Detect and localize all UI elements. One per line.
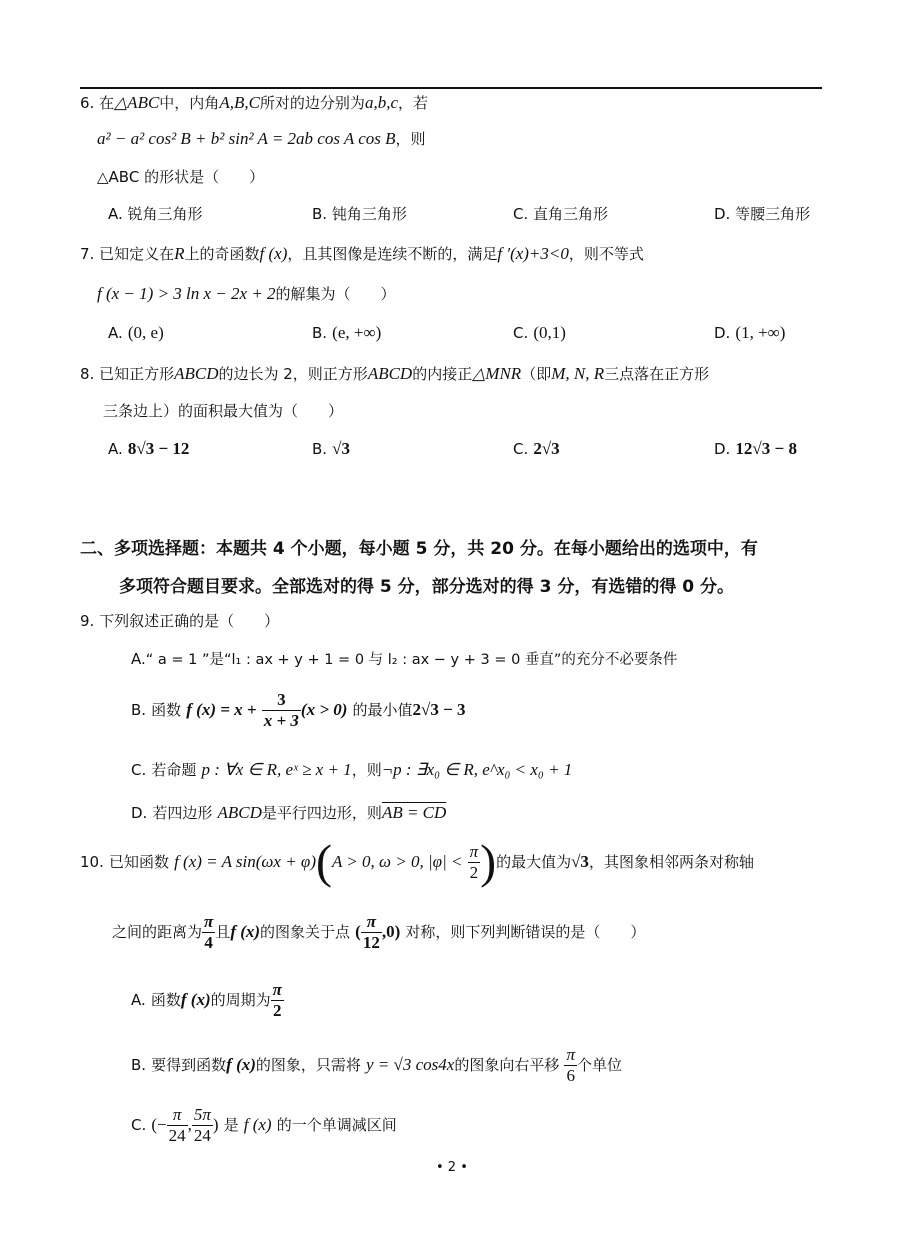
q10-b-pi: π [566, 1045, 575, 1064]
q7-c-label: C. [513, 324, 529, 342]
q10-a-mid: 的周期为 [210, 991, 271, 1009]
q9-c-pre: 若命题 [151, 761, 197, 779]
q7-num: 7. [80, 245, 95, 263]
q7-stem-b: 上的奇函数 [184, 245, 260, 263]
q10-b-expression: y = √3 cos4x [366, 1055, 455, 1074]
q10-pi-num-2: π [204, 912, 214, 931]
q6-option-d: D. 等腰三角形 [714, 205, 811, 223]
q9-b-condition: (x > 0) [300, 700, 348, 719]
q6-stem-d: ，若 [397, 94, 428, 112]
q10-twelve-den: 12 [362, 933, 380, 952]
q10-point-open: ( [355, 922, 361, 941]
q8-abcd: ABCD [174, 364, 219, 383]
q10-stem-c: ，其图象相邻两条对称轴 [588, 853, 754, 871]
q9-c-label: C. [131, 761, 147, 779]
q10-pi-num: π [469, 842, 479, 861]
q10-b-mid: 的图象，只需将 [255, 1056, 361, 1074]
q7-option-c [513, 323, 566, 343]
q10-c-24b: 24 [193, 1126, 211, 1145]
q10-b-end: 个单位 [576, 1056, 622, 1074]
q8-c-value: 2√3 [533, 439, 560, 458]
q9-a-text: “ a = 1 ”是“l₁ : ax + y + 1 = 0 与 l₂ : ax − y + 3 = 0 垂直”的充分不必要条件 [145, 652, 678, 668]
q10-a-fx: f (x) [180, 990, 211, 1009]
q7-stem-d: ，则不等式 [568, 245, 644, 263]
q7-stem-e: 的解集为（ ） [275, 285, 396, 303]
q6-angles: A,B,C [219, 93, 260, 112]
q8-d-value: 12√3 − 8 [735, 439, 797, 458]
q9-b-numerator: 3 [262, 690, 301, 711]
q10-a-pi: π [272, 980, 282, 999]
q10-condition: A > 0, ω > 0, |φ| < [331, 852, 463, 871]
q7-b-label: B. [312, 324, 328, 342]
q10-stem-a: 已知函数 [108, 853, 169, 871]
q10-function-def: f (x) = A sin(ωx + φ) [174, 852, 316, 871]
q10-pi-num-3: π [361, 912, 382, 933]
q7-stem-a: 已知定义在 [99, 245, 175, 263]
q8-option-b [312, 439, 350, 459]
q6-sides: a,b,c [364, 93, 398, 112]
q8-d-label: D. [714, 440, 731, 458]
q8-b-value: √3 [332, 439, 350, 458]
q10-pi-over-12 [361, 912, 382, 953]
q10-line2-d: 对称，则下列判断错误的是（ ） [405, 923, 646, 941]
q10-option-b [131, 1045, 622, 1086]
q10-four-den: 4 [204, 933, 213, 952]
q8-c-label: C. [513, 440, 529, 458]
q8-a-label: A. [108, 440, 123, 458]
question-6-equation [97, 128, 426, 149]
q10-line2-c: 的图象关于点 [260, 923, 351, 941]
q9-d-pre: 若四边形 [152, 804, 213, 822]
top-rule [80, 87, 822, 89]
q10-c-left-end [167, 1105, 188, 1146]
q10-c-fx: f (x) [243, 1115, 272, 1134]
q10-c-right-end [192, 1105, 213, 1146]
q10-c-24a: 24 [168, 1126, 186, 1145]
q10-c-label: C. [131, 1116, 147, 1134]
q10-a-period [271, 980, 284, 1021]
q10-point-close: ,0) [381, 922, 401, 941]
q6-option-c: C. 直角三角形 [513, 205, 609, 223]
q7-option-d [714, 323, 785, 343]
q10-stem-b: 的最大值为 [496, 853, 572, 871]
question-9-stem [80, 610, 279, 631]
q10-b-shift [564, 1045, 577, 1086]
q9-b-fraction [262, 690, 301, 731]
q9-stem: 下列叙述正确的是（ ） [99, 612, 280, 630]
q7-stem-c: ，且其图像是连续不断的，满足 [287, 245, 498, 263]
q10-pi-over-2 [468, 842, 481, 883]
q9-b-post: 的最小值 [352, 701, 413, 719]
q8-line1-e: 三点落在正方形 [604, 365, 710, 383]
q6-num: 6. [80, 94, 95, 112]
q10-max-value: √3 [571, 852, 589, 871]
q8-option-d [714, 439, 797, 459]
q9-b-function: f (x) = x + [186, 700, 257, 719]
question-7-line2 [97, 283, 396, 304]
q10-b-post: 的图象向右平移 [454, 1056, 560, 1074]
q6-option-b: B. 钝角三角形 [312, 205, 407, 223]
q8-line1-a: 已知正方形 [99, 365, 175, 383]
q9-option-c [131, 759, 572, 780]
q9-d-label: D. [131, 804, 148, 822]
q9-b-value: 2√3 − 3 [412, 700, 466, 719]
q9-d-abcd: ABCD [217, 803, 262, 822]
q8-abcd-2: ABCD [367, 364, 413, 383]
section-2-heading: 二、多项选择题：本题共 4 个小题，每小题 5 分，共 20 分。在每小题给出的选项中，有 [80, 539, 758, 559]
q6-stem-c: 所对的边分别为 [259, 94, 365, 112]
q9-b-denominator: x + 3 [263, 711, 299, 730]
q10-b-six: 6 [566, 1066, 575, 1085]
q9-num: 9. [80, 612, 95, 630]
q7-condition: f ′(x)+3<0 [497, 244, 569, 263]
q6-stem-a: 在 [99, 94, 115, 112]
q6-stem-b: 中，内角 [159, 94, 220, 112]
q6-equation: a² − a² cos² B + b² sin² A = 2ab cos A cos B [97, 129, 396, 148]
q7-b-value: (e, +∞) [332, 323, 382, 342]
q10-option-c: C. (− $\frac{\pi}{24}$ , $\frac{5\pi}{24}$ ) 是 f (x) 的一个单调减区间 [131, 1105, 397, 1145]
q10-line2-b: 且 [215, 923, 231, 941]
q10-c-open: (− [151, 1115, 167, 1134]
q10-c-post: 是 [223, 1116, 239, 1134]
q10-b-fx: f (x) [226, 1055, 256, 1074]
question-6-shape: △ABC 的形状是（ ） [97, 168, 265, 186]
q9-d-mid: 是平行四边形，则 [261, 804, 382, 822]
question-8-line1 [80, 363, 709, 384]
q9-option-a [131, 648, 677, 669]
page-number: • 2 • [436, 1160, 468, 1175]
q6-option-a: A. 锐角三角形 [108, 205, 203, 223]
question-10-line1 [80, 835, 754, 889]
q6-triangle: △ABC [114, 93, 160, 112]
q10-c-5pi: 5π [193, 1105, 211, 1124]
q9-a-label: A. [131, 650, 146, 668]
q10-c-tail: 的一个单调减区间 [276, 1116, 397, 1134]
q6-then: ，则 [395, 130, 426, 148]
q10-right-paren: ) [480, 835, 497, 889]
question-6-line1 [80, 92, 428, 113]
q7-d-label: D. [714, 324, 731, 342]
q7-d-value: (1, +∞) [735, 323, 786, 342]
q9-option-d [131, 802, 446, 823]
q7-a-label: A. [108, 324, 123, 342]
q9-c-proposition: p : ∀x ∈ R, eˣ ≥ x + 1 [201, 760, 352, 779]
q10-b-label: B. [131, 1056, 147, 1074]
q8-points: M, N, R [551, 364, 605, 383]
question-10-line2 [112, 912, 645, 953]
q9-d-vector-eq: AB = CD [381, 803, 447, 822]
q7-fx: f (x) [259, 244, 288, 263]
q7-option-b [312, 323, 381, 343]
q10-a-pre: 函数 [150, 991, 181, 1009]
q10-a-label: A. [131, 991, 146, 1009]
q8-mnr: △MNR [472, 364, 522, 383]
q10-two-den: 2 [469, 863, 479, 882]
q8-option-a [108, 439, 189, 459]
q7-c-value: (0,1) [533, 323, 566, 342]
q10-option-a [131, 980, 284, 1021]
q10-c-pi: π [167, 1105, 188, 1126]
q7-a-value: (0, e) [127, 323, 164, 342]
q10-num: 10. [80, 853, 104, 871]
q9-b-pre: 函数 [151, 701, 182, 719]
q8-option-c [513, 439, 560, 459]
q8-line1-c: 的内接正 [412, 365, 473, 383]
q9-c-mid: ，则 [351, 761, 382, 779]
q10-a-two: 2 [273, 1001, 282, 1020]
q9-option-b [131, 690, 466, 731]
q8-num: 8. [80, 365, 95, 383]
q7-R: R [174, 244, 185, 263]
q10-fx: f (x) [230, 922, 261, 941]
q10-line2-a: 之间的距离为 [112, 923, 203, 941]
q8-b-label: B. [312, 440, 328, 458]
q7-option-a [108, 323, 164, 343]
question-7-line1 [80, 243, 644, 264]
question-8-line2: 三条边上）的面积最大值为（ ） [103, 402, 344, 420]
q10-pi-over-4 [202, 912, 215, 953]
q8-line1-b: 的边长为 2，则正方形 [218, 365, 368, 383]
q10-left-paren: ( [315, 835, 332, 889]
q10-b-pre: 要得到函数 [151, 1056, 227, 1074]
q7-inequality: f (x − 1) > 3 ln x − 2x + 2 [97, 284, 276, 303]
q9-c-negation: ¬p : ∃x₀ ∈ R, e^x₀ < x₀ + 1 [381, 760, 573, 779]
q8-a-value: 8√3 − 12 [127, 439, 190, 458]
q8-line1-d: （即 [521, 365, 552, 383]
section-2-heading-line2: 多项符合题目要求。全部选对的得 5 分，部分选对的得 3 分，有选错的得 0 分。 [119, 577, 734, 597]
q9-b-label: B. [131, 701, 147, 719]
